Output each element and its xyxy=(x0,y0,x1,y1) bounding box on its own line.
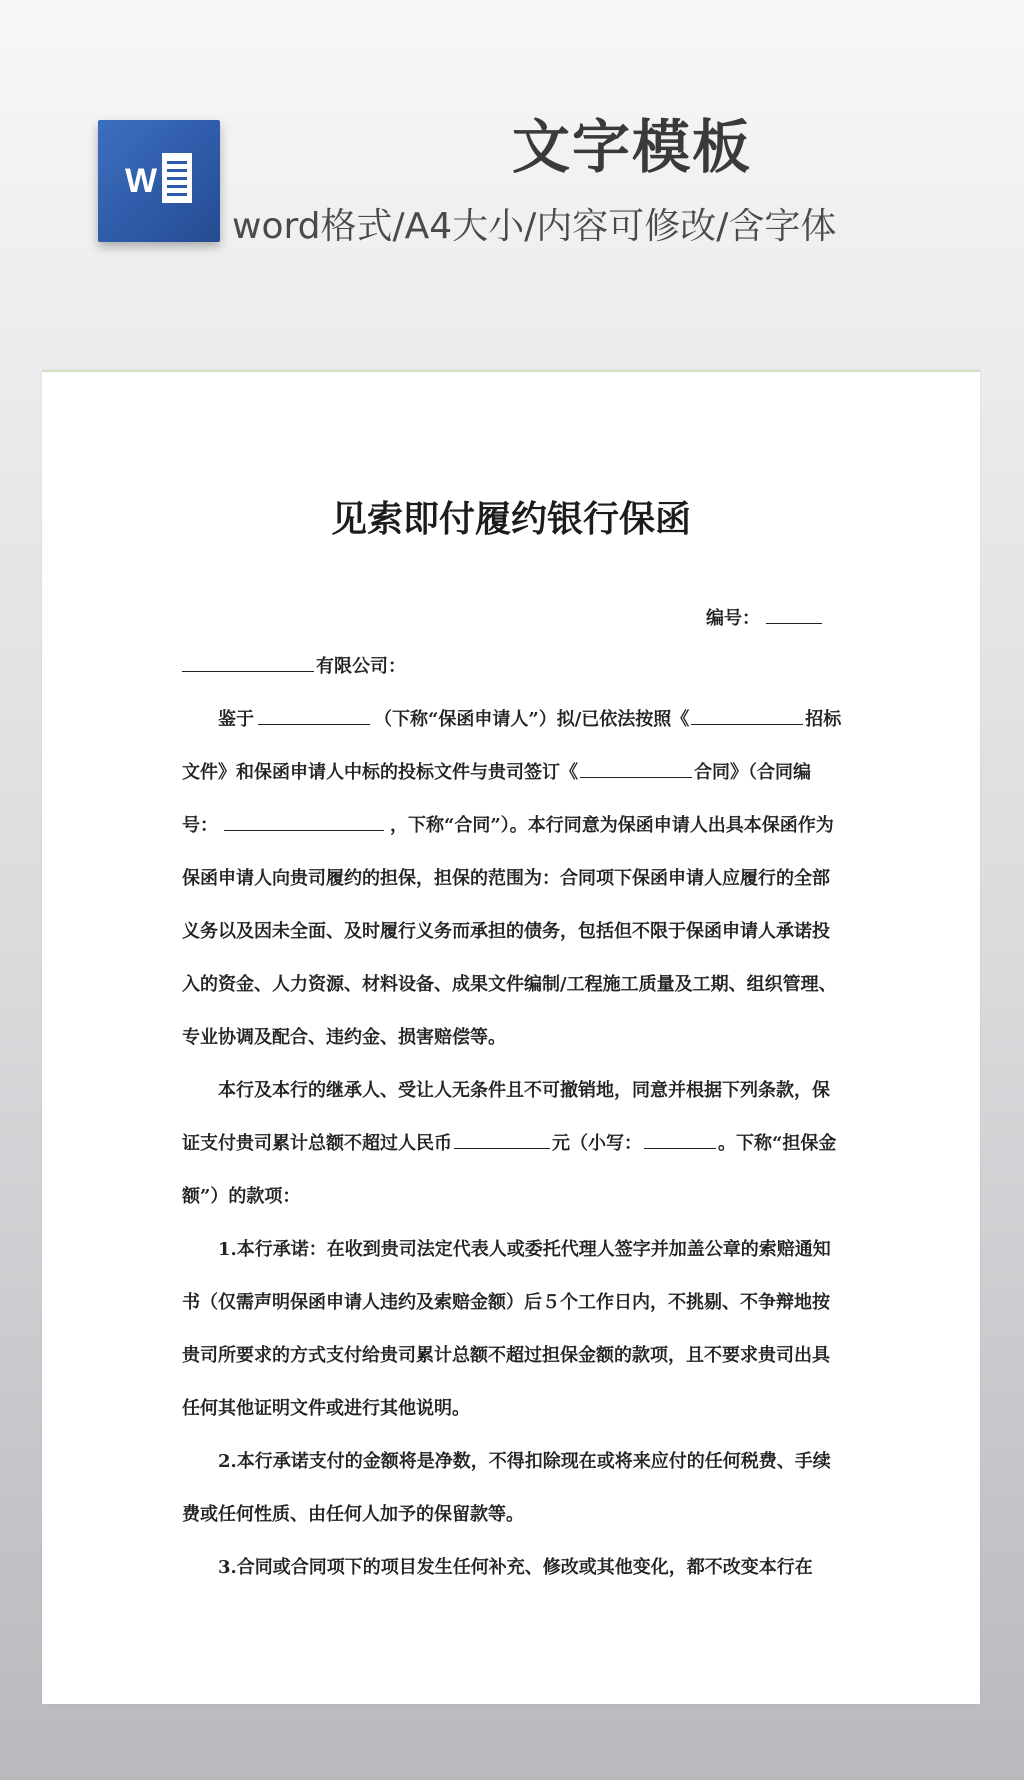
amount-blank xyxy=(454,1130,550,1149)
word-icon xyxy=(98,120,220,242)
para2-text-2: 元（小写： xyxy=(552,1133,642,1154)
template-subtitle: word格式/A4大小/内容可修改/含字体 xyxy=(232,206,837,247)
para2-text-1: 本行及本行的继承人、受让人无条件且不可撤销地，同意并根据下列条款，保证支付贵司累计总额不超过人民币 xyxy=(182,1080,830,1154)
template-header xyxy=(0,0,1024,370)
para2-text-3: 。下称“担保金额”）的款项： xyxy=(182,1133,837,1207)
para1-text-5: ，下称“合同”）。本行同意为保函申请人出具本保函作为保函申请人向贵司履约的担保，担保的范围为：合同项下保函申请人应履行的全部义务以及因未全面、及时履行义务而承担的债务，包括但不限于保函申请人承诺投入的资金、人力资源、材料设备、成果文件编制/工程施工质量及工期、组织管理、专业协调及配合、违约金、损害赔偿等。 xyxy=(182,815,837,1048)
guarantee-amount-paragraph xyxy=(182,1064,842,1223)
clause-3: 3.合同或合同项下的项目发生任何补充、修改或其他变化，都不改变本行在 xyxy=(218,1557,813,1578)
word-logo-letter: W xyxy=(125,162,158,200)
amount-figures-blank xyxy=(644,1130,716,1149)
document-body xyxy=(182,640,842,1594)
document-page xyxy=(42,370,980,1704)
clause-1: 1.本行承诺：在收到贵司法定代表人或委托代理人签字并加盖公章的索赔通知书（仅需声明保函申请人违约及索赔金额）后５个工作日内，不挑剔、不争辩地按贵司所要求的方式支付给贵司累计总额不超过担保金额的款项，且不要求贵司出具任何其他证明文件或进行其他说明。 xyxy=(182,1239,831,1419)
para1-text-1: 鉴于 xyxy=(218,709,254,730)
applicant-blank xyxy=(258,706,370,725)
contract-name-blank xyxy=(580,759,692,778)
contract-number-blank xyxy=(224,812,384,831)
addressee-line xyxy=(182,640,842,693)
para1-text-2: （下称“保函申请人”）拟/已依法按照《 xyxy=(374,709,690,730)
addressee-blank xyxy=(182,653,314,672)
addressee-suffix: 有限公司： xyxy=(316,656,406,677)
template-title: 文字模板 xyxy=(511,113,752,181)
para1-text-3: 招标文件》和保函申请人中标的投标文件与贵司签订《 xyxy=(182,709,842,783)
document-lines-icon xyxy=(162,153,192,203)
clause-2: 2.本行承诺支付的金额将是净数，不得扣除现在或将来应付的任何税费、手续费或任何性质、由任何人加予的保留款等。 xyxy=(182,1451,831,1525)
document-title: 见索即付履约银行保函 xyxy=(330,498,691,540)
para1-text-4: 合同》（合同编号： xyxy=(182,762,811,836)
document-number-blank xyxy=(766,605,822,624)
document-number xyxy=(706,604,822,630)
tender-doc-blank xyxy=(691,706,803,725)
document-number-label: 编号： xyxy=(706,608,760,629)
guarantee-scope-paragraph xyxy=(182,693,842,1064)
